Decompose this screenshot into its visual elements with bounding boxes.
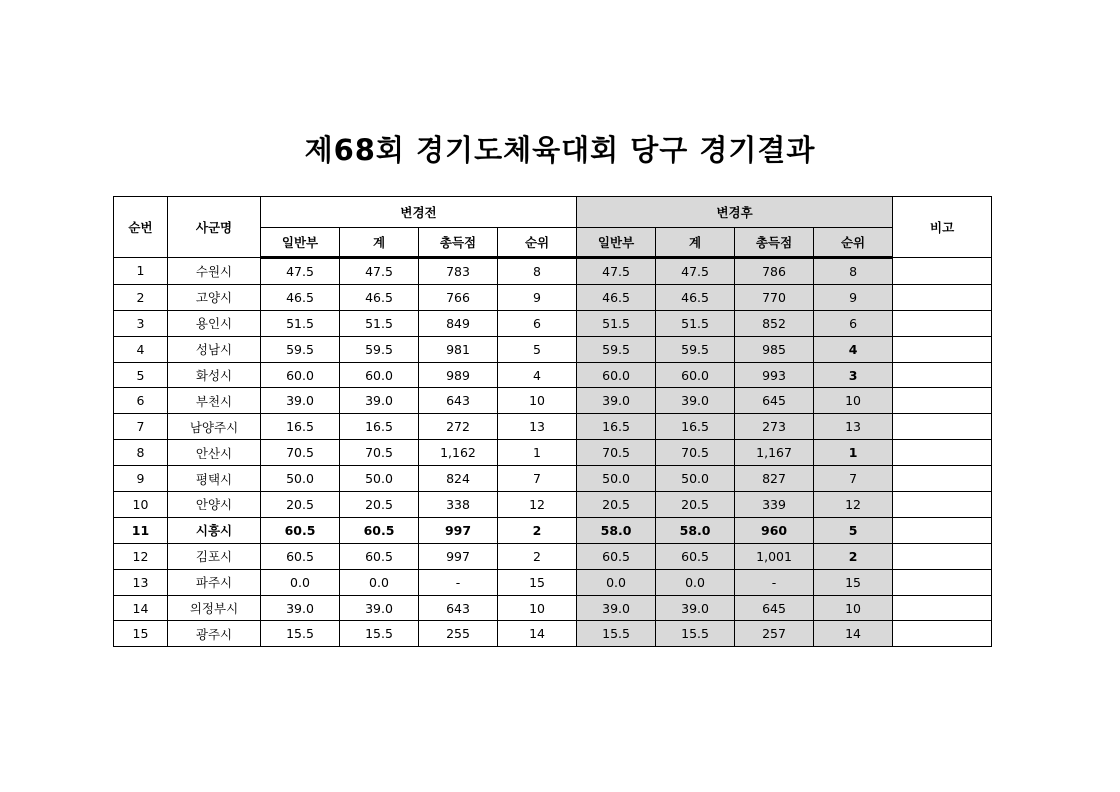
table-row xyxy=(114,362,992,388)
cell-before-general: 50.0 xyxy=(261,466,340,492)
table-row xyxy=(114,595,992,621)
cell-before-general: 0.0 xyxy=(261,569,340,595)
cell-after-general: 51.5 xyxy=(577,310,656,336)
cell-after-total: 257 xyxy=(735,621,814,647)
cell-before-rank: 8 xyxy=(498,258,577,285)
cell-after-general: 47.5 xyxy=(577,258,656,285)
table-row xyxy=(114,284,992,310)
cell-after-rank: 13 xyxy=(814,414,893,440)
cell-before-rank: 15 xyxy=(498,569,577,595)
cell-after-rank: 10 xyxy=(814,595,893,621)
cell-before-total: 997 xyxy=(419,517,498,543)
cell-seq: 12 xyxy=(114,543,168,569)
cell-before-total: 643 xyxy=(419,595,498,621)
cell-note xyxy=(893,621,992,647)
cell-seq: 2 xyxy=(114,284,168,310)
cell-before-sum: 46.5 xyxy=(340,284,419,310)
cell-after-total: 1,001 xyxy=(735,543,814,569)
cell-before-rank: 1 xyxy=(498,440,577,466)
cell-seq: 11 xyxy=(114,517,168,543)
cell-before-sum: 59.5 xyxy=(340,336,419,362)
table-row xyxy=(114,388,992,414)
table-row xyxy=(114,517,992,543)
cell-note xyxy=(893,543,992,569)
cell-city: 고양시 xyxy=(168,284,261,310)
cell-after-sum: 70.5 xyxy=(656,440,735,466)
cell-after-total: 273 xyxy=(735,414,814,440)
header-after-total: 총득점 xyxy=(735,228,814,258)
cell-before-sum: 15.5 xyxy=(340,621,419,647)
cell-after-rank: 7 xyxy=(814,466,893,492)
cell-before-rank: 6 xyxy=(498,310,577,336)
cell-before-general: 46.5 xyxy=(261,284,340,310)
cell-after-rank: 15 xyxy=(814,569,893,595)
cell-note xyxy=(893,310,992,336)
cell-after-sum: 51.5 xyxy=(656,310,735,336)
cell-after-total: 960 xyxy=(735,517,814,543)
cell-city: 의정부시 xyxy=(168,595,261,621)
cell-seq: 5 xyxy=(114,362,168,388)
cell-note xyxy=(893,569,992,595)
cell-before-sum: 51.5 xyxy=(340,310,419,336)
cell-after-sum: 0.0 xyxy=(656,569,735,595)
cell-after-general: 70.5 xyxy=(577,440,656,466)
header-before-total: 총득점 xyxy=(419,228,498,258)
cell-after-total: 827 xyxy=(735,466,814,492)
cell-seq: 8 xyxy=(114,440,168,466)
cell-after-sum: 50.0 xyxy=(656,466,735,492)
cell-city: 평택시 xyxy=(168,466,261,492)
header-city: 사군명 xyxy=(168,197,261,258)
cell-before-general: 47.5 xyxy=(261,258,340,285)
cell-before-sum: 20.5 xyxy=(340,492,419,518)
cell-before-rank: 7 xyxy=(498,466,577,492)
cell-before-rank: 2 xyxy=(498,543,577,569)
table-header xyxy=(114,197,992,258)
cell-before-rank: 9 xyxy=(498,284,577,310)
cell-after-total: 645 xyxy=(735,595,814,621)
cell-after-total: 852 xyxy=(735,310,814,336)
cell-before-general: 20.5 xyxy=(261,492,340,518)
cell-seq: 4 xyxy=(114,336,168,362)
cell-after-rank: 2 xyxy=(814,543,893,569)
cell-after-total: 993 xyxy=(735,362,814,388)
cell-after-total: 1,167 xyxy=(735,440,814,466)
cell-after-rank: 14 xyxy=(814,621,893,647)
table-row xyxy=(114,543,992,569)
cell-city: 남양주시 xyxy=(168,414,261,440)
page-title: 제68회 경기도체육대회 당구 경기결과 xyxy=(304,133,816,167)
table-row xyxy=(114,569,992,595)
cell-after-sum: 39.0 xyxy=(656,595,735,621)
cell-before-sum: 60.5 xyxy=(340,543,419,569)
cell-after-total: 339 xyxy=(735,492,814,518)
cell-seq: 9 xyxy=(114,466,168,492)
cell-city: 시흥시 xyxy=(168,517,261,543)
table-row xyxy=(114,492,992,518)
cell-city: 광주시 xyxy=(168,621,261,647)
cell-after-sum: 47.5 xyxy=(656,258,735,285)
cell-seq: 14 xyxy=(114,595,168,621)
cell-before-total: 997 xyxy=(419,543,498,569)
cell-before-rank: 4 xyxy=(498,362,577,388)
cell-before-general: 60.5 xyxy=(261,543,340,569)
cell-after-general: 20.5 xyxy=(577,492,656,518)
cell-before-general: 60.5 xyxy=(261,517,340,543)
cell-after-sum: 46.5 xyxy=(656,284,735,310)
cell-before-general: 60.0 xyxy=(261,362,340,388)
cell-before-total: 643 xyxy=(419,388,498,414)
cell-before-sum: 47.5 xyxy=(340,258,419,285)
cell-after-general: 58.0 xyxy=(577,517,656,543)
cell-before-sum: 60.5 xyxy=(340,517,419,543)
cell-note xyxy=(893,336,992,362)
cell-note xyxy=(893,414,992,440)
header-seq: 순번 xyxy=(114,197,168,258)
cell-before-sum: 70.5 xyxy=(340,440,419,466)
cell-before-sum: 39.0 xyxy=(340,388,419,414)
cell-before-rank: 14 xyxy=(498,621,577,647)
cell-note xyxy=(893,440,992,466)
table-row xyxy=(114,440,992,466)
cell-note xyxy=(893,492,992,518)
cell-after-sum: 60.0 xyxy=(656,362,735,388)
cell-before-general: 59.5 xyxy=(261,336,340,362)
cell-city: 성남시 xyxy=(168,336,261,362)
cell-seq: 3 xyxy=(114,310,168,336)
cell-before-total: 272 xyxy=(419,414,498,440)
cell-city: 수원시 xyxy=(168,258,261,285)
cell-after-general: 39.0 xyxy=(577,595,656,621)
cell-after-rank: 3 xyxy=(814,362,893,388)
cell-city: 부천시 xyxy=(168,388,261,414)
header-before-group: 변경전 xyxy=(261,197,577,228)
cell-after-sum: 15.5 xyxy=(656,621,735,647)
cell-after-rank: 6 xyxy=(814,310,893,336)
cell-after-general: 15.5 xyxy=(577,621,656,647)
cell-before-rank: 10 xyxy=(498,388,577,414)
cell-note xyxy=(893,466,992,492)
header-before-general: 일반부 xyxy=(261,228,340,258)
cell-after-sum: 16.5 xyxy=(656,414,735,440)
cell-note xyxy=(893,388,992,414)
results-table xyxy=(113,196,992,647)
cell-before-rank: 10 xyxy=(498,595,577,621)
cell-after-general: 0.0 xyxy=(577,569,656,595)
cell-city: 용인시 xyxy=(168,310,261,336)
cell-city: 안산시 xyxy=(168,440,261,466)
cell-city: 안양시 xyxy=(168,492,261,518)
cell-city: 화성시 xyxy=(168,362,261,388)
cell-after-general: 60.0 xyxy=(577,362,656,388)
table-row xyxy=(114,310,992,336)
cell-seq: 1 xyxy=(114,258,168,285)
cell-before-rank: 2 xyxy=(498,517,577,543)
cell-before-sum: 16.5 xyxy=(340,414,419,440)
header-before-sum: 계 xyxy=(340,228,419,258)
cell-after-rank: 5 xyxy=(814,517,893,543)
cell-city: 파주시 xyxy=(168,569,261,595)
cell-before-general: 39.0 xyxy=(261,388,340,414)
cell-after-total: 786 xyxy=(735,258,814,285)
cell-before-total: 824 xyxy=(419,466,498,492)
cell-after-sum: 59.5 xyxy=(656,336,735,362)
table-row xyxy=(114,466,992,492)
header-before-rank: 순위 xyxy=(498,228,577,258)
cell-after-total: 985 xyxy=(735,336,814,362)
cell-note xyxy=(893,517,992,543)
cell-before-general: 15.5 xyxy=(261,621,340,647)
cell-before-sum: 60.0 xyxy=(340,362,419,388)
table-row xyxy=(114,258,992,285)
cell-after-total: 645 xyxy=(735,388,814,414)
header-after-rank: 순위 xyxy=(814,228,893,258)
cell-after-rank: 10 xyxy=(814,388,893,414)
cell-city: 김포시 xyxy=(168,543,261,569)
cell-seq: 6 xyxy=(114,388,168,414)
cell-after-rank: 4 xyxy=(814,336,893,362)
cell-after-rank: 12 xyxy=(814,492,893,518)
cell-note xyxy=(893,284,992,310)
table-row xyxy=(114,414,992,440)
cell-before-general: 51.5 xyxy=(261,310,340,336)
cell-before-total: 783 xyxy=(419,258,498,285)
cell-after-general: 39.0 xyxy=(577,388,656,414)
cell-before-sum: 39.0 xyxy=(340,595,419,621)
cell-after-general: 50.0 xyxy=(577,466,656,492)
cell-before-total: 981 xyxy=(419,336,498,362)
table-row xyxy=(114,621,992,647)
cell-seq: 7 xyxy=(114,414,168,440)
cell-seq: 10 xyxy=(114,492,168,518)
cell-before-total: 849 xyxy=(419,310,498,336)
cell-after-general: 59.5 xyxy=(577,336,656,362)
cell-before-total: 1,162 xyxy=(419,440,498,466)
cell-after-rank: 9 xyxy=(814,284,893,310)
cell-after-sum: 39.0 xyxy=(656,388,735,414)
cell-seq: 15 xyxy=(114,621,168,647)
cell-before-total: - xyxy=(419,569,498,595)
cell-note xyxy=(893,595,992,621)
cell-after-total: - xyxy=(735,569,814,595)
cell-before-rank: 5 xyxy=(498,336,577,362)
cell-before-rank: 13 xyxy=(498,414,577,440)
header-after-general: 일반부 xyxy=(577,228,656,258)
cell-before-general: 16.5 xyxy=(261,414,340,440)
cell-after-rank: 8 xyxy=(814,258,893,285)
cell-before-total: 255 xyxy=(419,621,498,647)
cell-after-general: 46.5 xyxy=(577,284,656,310)
cell-after-general: 16.5 xyxy=(577,414,656,440)
cell-seq: 13 xyxy=(114,569,168,595)
table-body xyxy=(114,258,992,647)
cell-after-general: 60.5 xyxy=(577,543,656,569)
table-row xyxy=(114,336,992,362)
cell-after-sum: 20.5 xyxy=(656,492,735,518)
cell-after-total: 770 xyxy=(735,284,814,310)
cell-before-total: 766 xyxy=(419,284,498,310)
cell-before-sum: 50.0 xyxy=(340,466,419,492)
cell-note xyxy=(893,362,992,388)
cell-before-general: 39.0 xyxy=(261,595,340,621)
cell-before-total: 338 xyxy=(419,492,498,518)
cell-after-sum: 58.0 xyxy=(656,517,735,543)
header-after-sum: 계 xyxy=(656,228,735,258)
cell-before-sum: 0.0 xyxy=(340,569,419,595)
cell-before-general: 70.5 xyxy=(261,440,340,466)
header-note: 비고 xyxy=(893,197,992,258)
cell-before-total: 989 xyxy=(419,362,498,388)
cell-note xyxy=(893,258,992,285)
cell-after-sum: 60.5 xyxy=(656,543,735,569)
cell-before-rank: 12 xyxy=(498,492,577,518)
header-after-group: 변경후 xyxy=(577,197,893,228)
cell-after-rank: 1 xyxy=(814,440,893,466)
